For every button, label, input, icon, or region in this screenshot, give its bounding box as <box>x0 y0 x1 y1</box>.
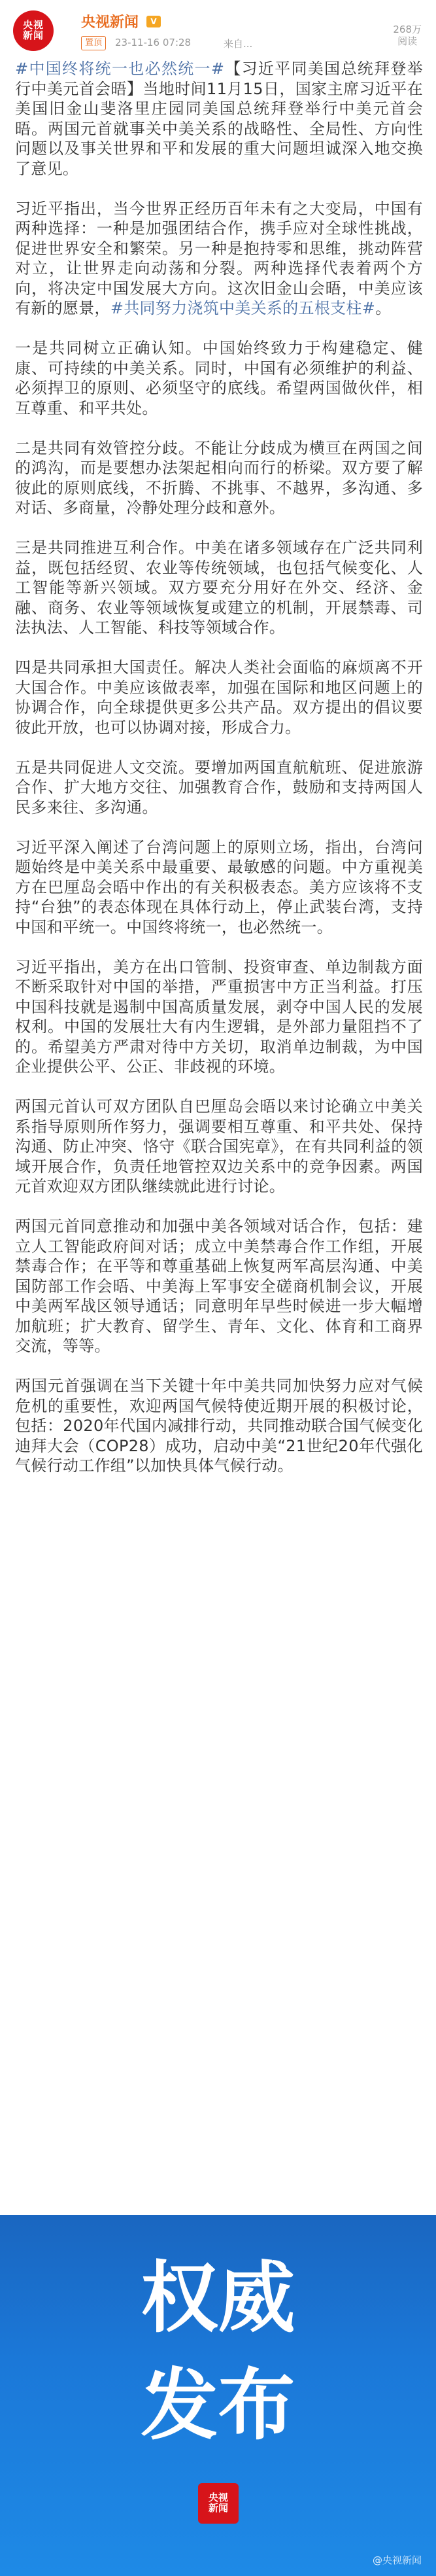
paragraph-text: 二是共同有效管控分歧。不能让分歧成为横亘在两国之间的鸿沟，而是要想办法架起相向而行的桥梁。双方要了解彼此的原则底线，不折腾、不挑事、不越界，多沟通、多对话、多商量，冷静处理分歧和意外。 <box>15 438 423 517</box>
paragraph-text: 。 <box>375 299 392 317</box>
views-counter <box>393 24 422 47</box>
post-paragraph <box>15 957 423 1077</box>
logo-text-line2: 新闻 <box>208 2502 228 2514</box>
post-body <box>15 59 423 1496</box>
paragraph-text: 习近平指出，美方在出口管制、投资审查、单边制裁方面不断采取针对中国的举措，严重损害中方正当利益。打压中国科技就是遏制中国高质量发展，剥夺中国人民的发展权利。中国的发展壮大有内生逻辑，是外部力量阻挡不了的。希望美方严肃对待中方关切，取消单边制裁，为中国企业提供公平、公正、非歧视的环境。 <box>15 957 423 1076</box>
paragraph-text: 一是共同树立正确认知。中国始终致力于构建稳定、健康、可持续的中美关系。同时，中国有必须维护的利益、必须捍卫的原则、必须坚守的底线。希望两国做伙伴，相互尊重、和平共处。 <box>15 339 423 417</box>
post-paragraph <box>15 538 423 638</box>
post-paragraph <box>15 338 423 418</box>
user-name[interactable]: 央视新闻 <box>81 14 139 31</box>
paragraph-text: 习近平指出，当今世界正经历百年未有之大变局，中国有两种选择：一种是加强团结合作，携手应对全球性挑战，促进世界安全和繁荣。另一种是抱持零和思维，挑动阵营对立，让世界走向动荡和分裂。两种选择代表着两个方向，将决定中国发展大方向。这次旧金山会晤，中美应该有新的愿景， <box>15 199 423 317</box>
post-paragraph <box>15 1097 423 1197</box>
paragraph-text: 三是共同推进互利合作。中美在诸多领域存在广泛共同利益，既包括经贸、农业等传统领域，也包括气候变化、人工智能等新兴领域。双方要充分用好在外交、经济、金融、商务、农业等领域恢复或建立的机制，开展禁毒、司法执法、人工智能、科技等领域合作。 <box>15 538 423 637</box>
paragraph-text: 两国元首认可双方团队自巴厘岛会晤以来讨论确立中美关系指导原则所作努力，强调要相互尊重、和平共处、保持沟通、防止冲突、恪守《联合国宪章》，在有共同利益的领域开展合作，负责任地管控双边关系中的竞争因素。两国元首欢迎双方团队继续就此进行讨论。 <box>15 1097 423 1195</box>
post-header <box>0 0 436 55</box>
post-paragraph <box>15 658 423 737</box>
paragraph-text: 四是共同承担大国责任。解决人类社会面临的麻烦离不开大国合作。中美应该做表率，加强在国际和地区问题上的协调合作，向全球提供更多公共产品。双方提出的倡议要彼此开放，也可以协调对接，形成合力。 <box>15 658 423 737</box>
paragraph-text: 两国元首强调在当下关键十年中美共同加快努力应对气候危机的重要性，欢迎两国气候特使近期开展的积极讨论，包括：2020年代国内减排行动，共同推动联合国气候变化迪拜大会（COP28）成功，启动中美“21世纪20年代强化气候行动工作组”以加快具体气候行动。 <box>15 1377 423 1475</box>
cctv-news-logo <box>198 2483 239 2524</box>
paragraph-text: 习近平深入阐述了台湾问题上的原则立场，指出，台湾问题始终是中美关系中最重要、最敏感的问题。中方重视美方在巴厘岛会晤中作出的有关积极表态。美方应该将不支持“台独”的表态体现在具体行动上，停止武装台湾，支持中国和平统一。中国终将统一，也必然统一。 <box>15 838 423 936</box>
avatar-text-line2: 新闻 <box>22 29 44 41</box>
hashtag-link[interactable]: #中国终将统一也必然统一# <box>15 60 225 78</box>
post-paragraph <box>15 199 423 319</box>
paragraph-text: 两国元首同意推动和加强中美各领域对话合作，包括：建立人工智能政府间对话；成立中美禁毒合作工作组，开展禁毒合作；在平等和尊重基础上恢复两军高层沟通、中美国防部工作会晤、中美海上军事安全磋商机制会议，开展中美两军战区领导通话；同意明年早些时候进一步大幅增加航班；扩大教育、留学生、青年、文化、体育和工商界交流，等等。 <box>15 1217 423 1355</box>
avatar-text-line1: 央视 <box>22 19 44 31</box>
post-paragraph <box>15 59 423 179</box>
post-time: 23-11-16 07:28 <box>115 37 192 48</box>
avatar[interactable] <box>13 10 54 51</box>
post-paragraph <box>15 1216 423 1356</box>
banner-title-line1: 权威 <box>141 2253 295 2343</box>
logo-text-line1: 央视 <box>208 2492 228 2504</box>
views-label: 阅读 <box>397 35 418 47</box>
paragraph-text: 【习近平同美国总统拜登举行中美元首会晤】当地时间11月15日，国家主席习近平在美国旧金山斐洛里庄园同美国总统拜登举行中美元首会晤。两国元首就事关中美关系的战略性、全局性、方向性问题以及事关世界和平和发展的重大问题坦诚深入地交换了意见。 <box>15 60 423 178</box>
post-paragraph <box>15 758 423 818</box>
banner-title-line2: 发布 <box>141 2360 295 2450</box>
post-paragraph <box>15 838 423 938</box>
post-source: 来自... <box>224 38 253 50</box>
watermark: @央视新闻 <box>372 2554 422 2566</box>
post-paragraph <box>15 1376 423 1476</box>
authority-release-banner <box>0 2215 436 2576</box>
paragraph-text: 五是共同促进人文交流。要增加两国直航航班、促进旅游合作、扩大地方交往、加强教育合作，鼓励和支持两国人民多来往、多沟通。 <box>15 758 423 817</box>
verified-level-badge: V <box>146 16 161 27</box>
pinned-badge: 置顶 <box>81 36 106 50</box>
hashtag-link[interactable]: #共同努力浇筑中美关系的五根支柱# <box>110 299 376 317</box>
views-count: 268万 <box>393 24 422 35</box>
post-paragraph <box>15 438 423 518</box>
